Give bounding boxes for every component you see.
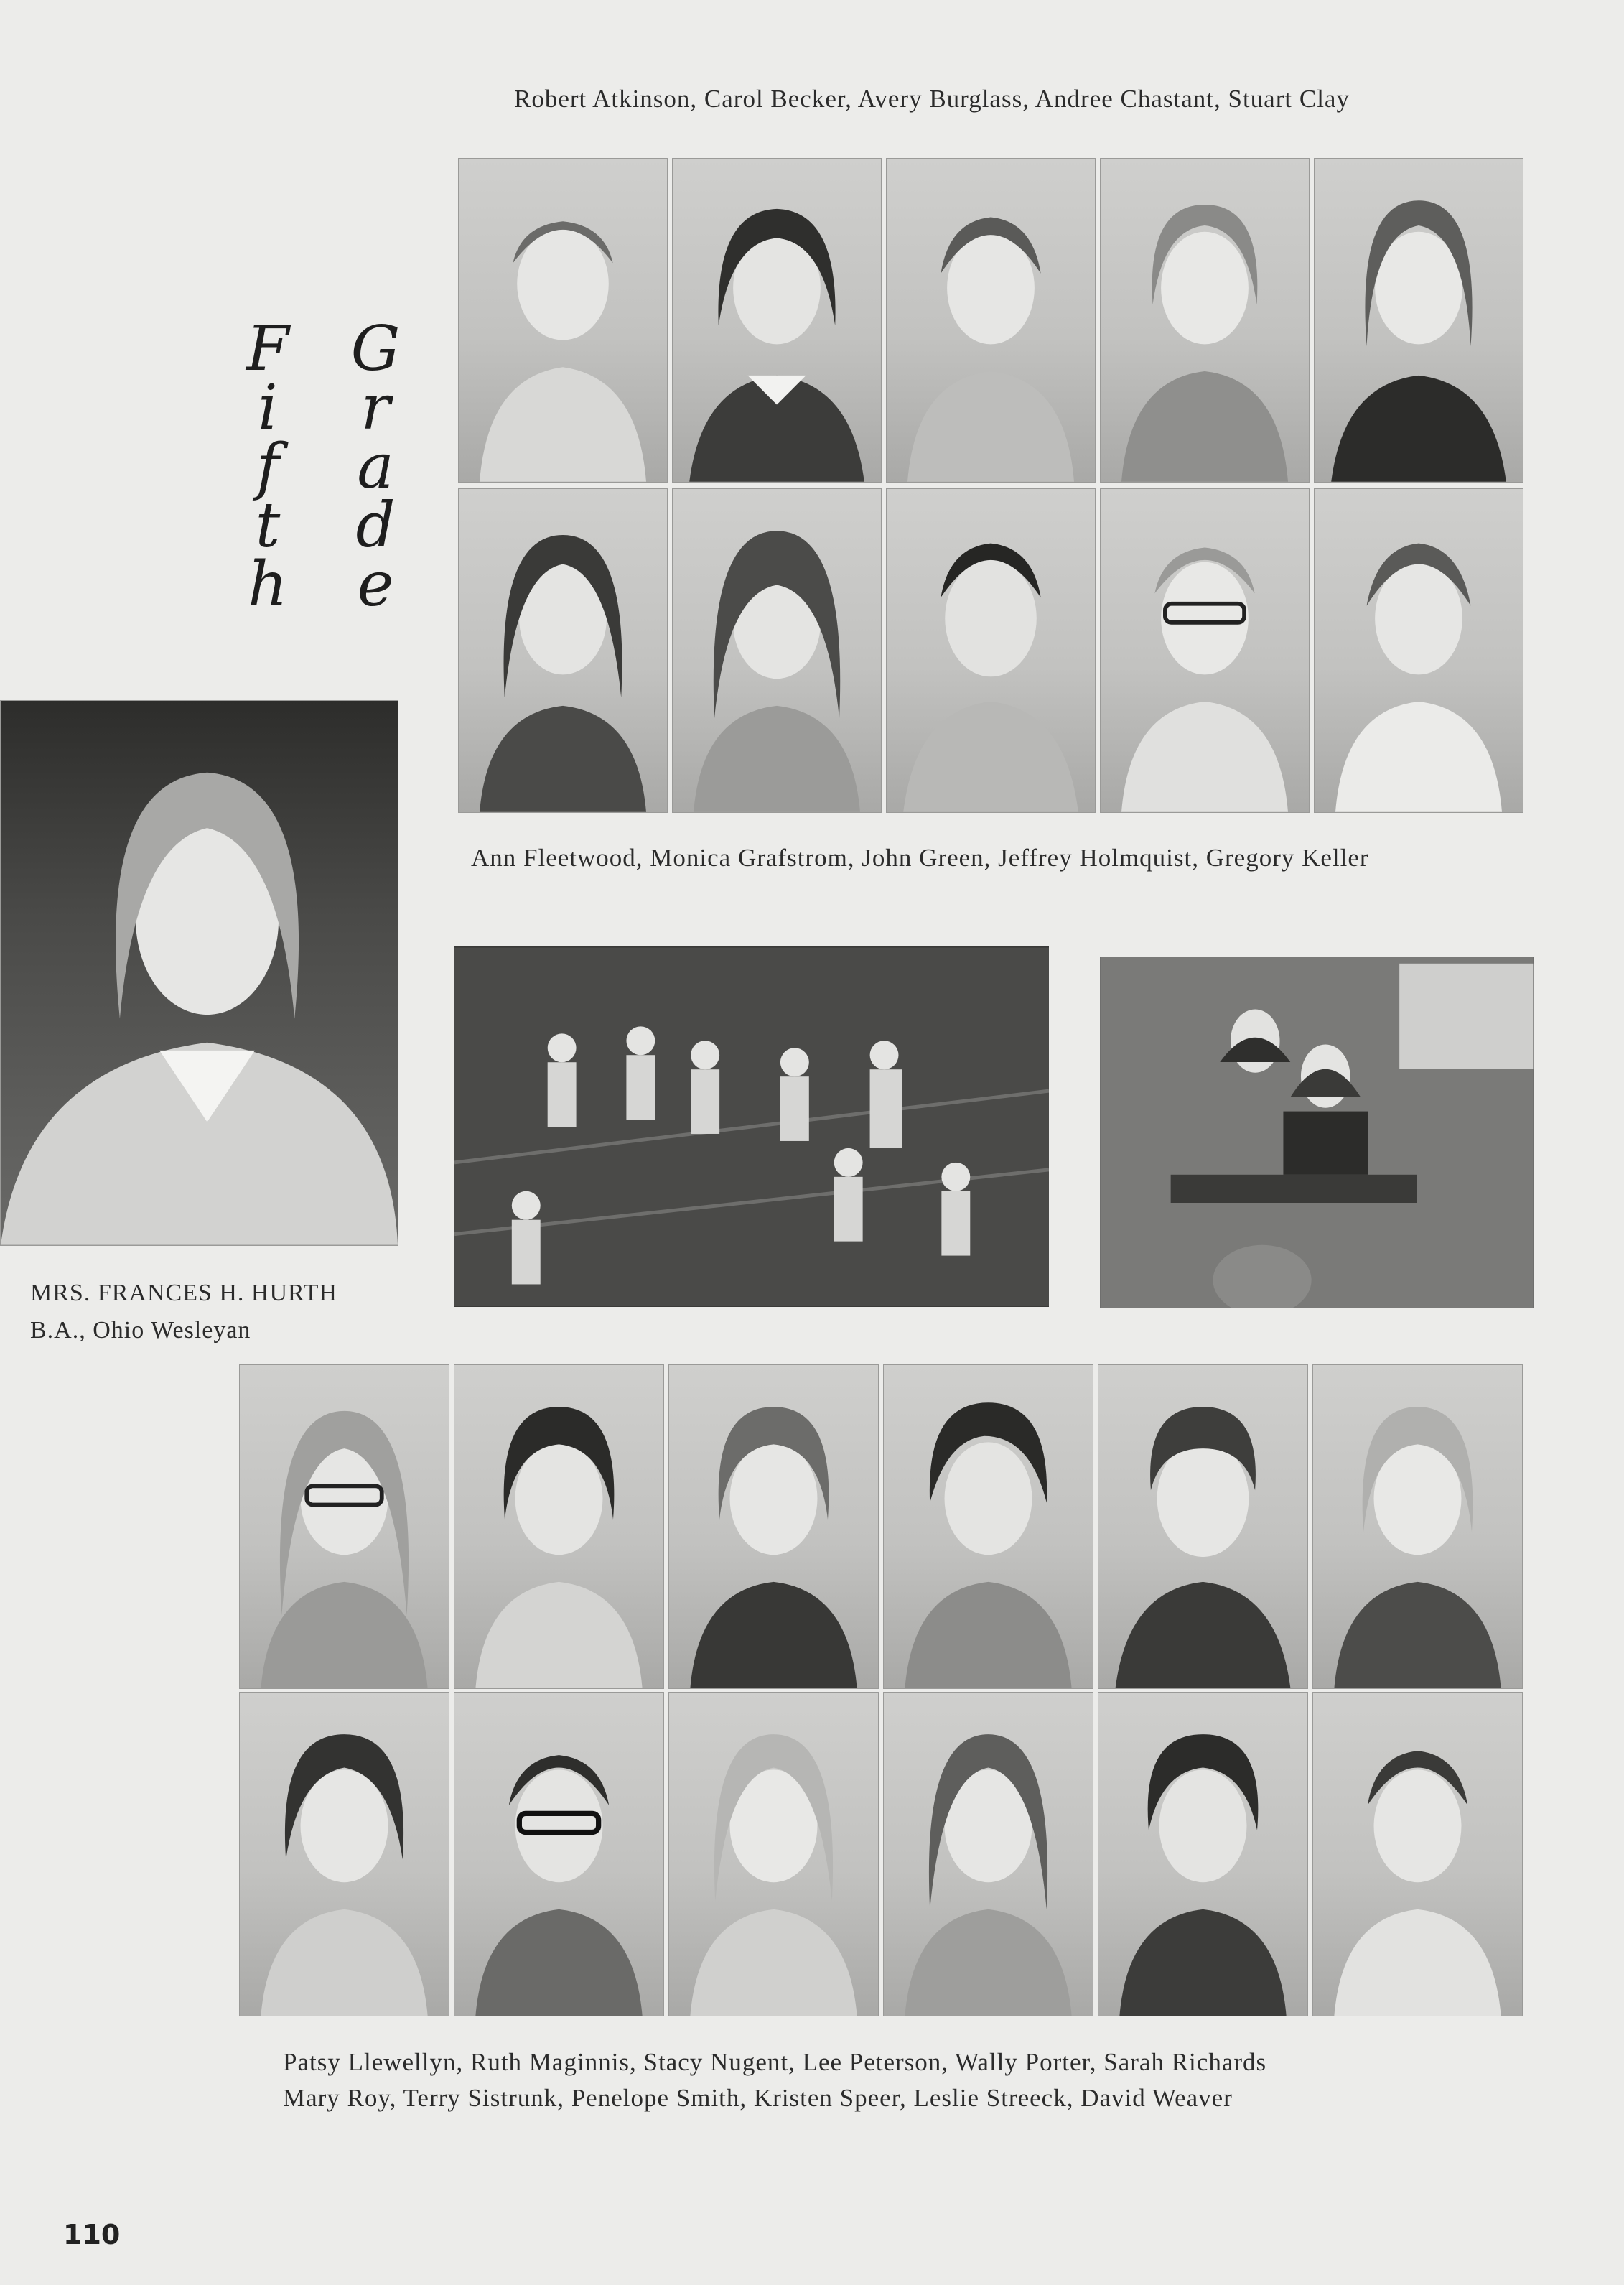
- student-portrait: [1312, 1364, 1523, 1689]
- teacher-name: MRS. FRANCES H. HURTH: [30, 1280, 337, 1306]
- caption-row-3: Patsy Llewellyn, Ruth Maginnis, Stacy Nugent, Lee Peterson, Wally Porter, Sarah Richards: [283, 2048, 1267, 2076]
- portrait-row-3: [239, 1364, 1523, 1689]
- student-portrait: [1314, 488, 1523, 813]
- student-portrait: [668, 1364, 879, 1689]
- title-letter: a: [357, 431, 394, 503]
- student-portrait: [886, 158, 1096, 483]
- title-letter: h: [248, 549, 288, 620]
- student-portrait: [1314, 158, 1523, 483]
- portrait-row-4: [239, 1692, 1523, 2016]
- student-portrait: [1100, 158, 1310, 483]
- title-letter: F: [246, 313, 289, 385]
- teacher-degree: B.A., Ohio Wesleyan: [30, 1317, 251, 1344]
- title-letter: e: [357, 549, 394, 620]
- student-portrait: [883, 1692, 1093, 2016]
- student-portrait: [672, 488, 882, 813]
- title-word-fifth: [243, 313, 293, 620]
- title-letter: G: [350, 313, 401, 385]
- title-letter: d: [355, 490, 396, 562]
- student-portrait: [1100, 488, 1310, 813]
- student-portrait: [883, 1364, 1093, 1689]
- portrait-row-1: [458, 158, 1523, 483]
- title-letter: f: [256, 431, 279, 503]
- teacher-caption: [30, 1275, 337, 1349]
- title-letter: i: [258, 372, 278, 444]
- title-letter: t: [255, 490, 281, 562]
- student-portrait: [1098, 1692, 1308, 2016]
- page-number: 110: [63, 2219, 121, 2251]
- student-portrait: [239, 1364, 449, 1689]
- student-portrait: [672, 158, 882, 483]
- student-portrait: [458, 158, 668, 483]
- caption-row-1: Robert Atkinson, Carol Becker, Avery Burglass, Andree Chastant, Stuart Clay: [514, 85, 1350, 113]
- student-portrait: [886, 488, 1096, 813]
- student-portrait: [454, 1692, 664, 2016]
- student-portrait: [668, 1692, 879, 2016]
- classroom-activity-photo: [1100, 957, 1534, 1308]
- title-word-grade: [350, 313, 401, 620]
- title-letter: r: [360, 372, 391, 444]
- caption-row-4: Mary Roy, Terry Sistrunk, Penelope Smith, Kristen Speer, Leslie Streeck, David Weaver: [283, 2084, 1233, 2112]
- student-portrait: [1312, 1692, 1523, 2016]
- gym-activity-photo: [454, 946, 1049, 1307]
- student-portrait: [458, 488, 668, 813]
- portrait-row-2: [458, 488, 1523, 813]
- student-portrait: [454, 1364, 664, 1689]
- student-portrait: [239, 1692, 449, 2016]
- teacher-portrait: [0, 700, 398, 1246]
- student-portrait: [1098, 1364, 1308, 1689]
- caption-row-2: Ann Fleetwood, Monica Grafstrom, John Green, Jeffrey Holmquist, Gregory Keller: [471, 844, 1369, 872]
